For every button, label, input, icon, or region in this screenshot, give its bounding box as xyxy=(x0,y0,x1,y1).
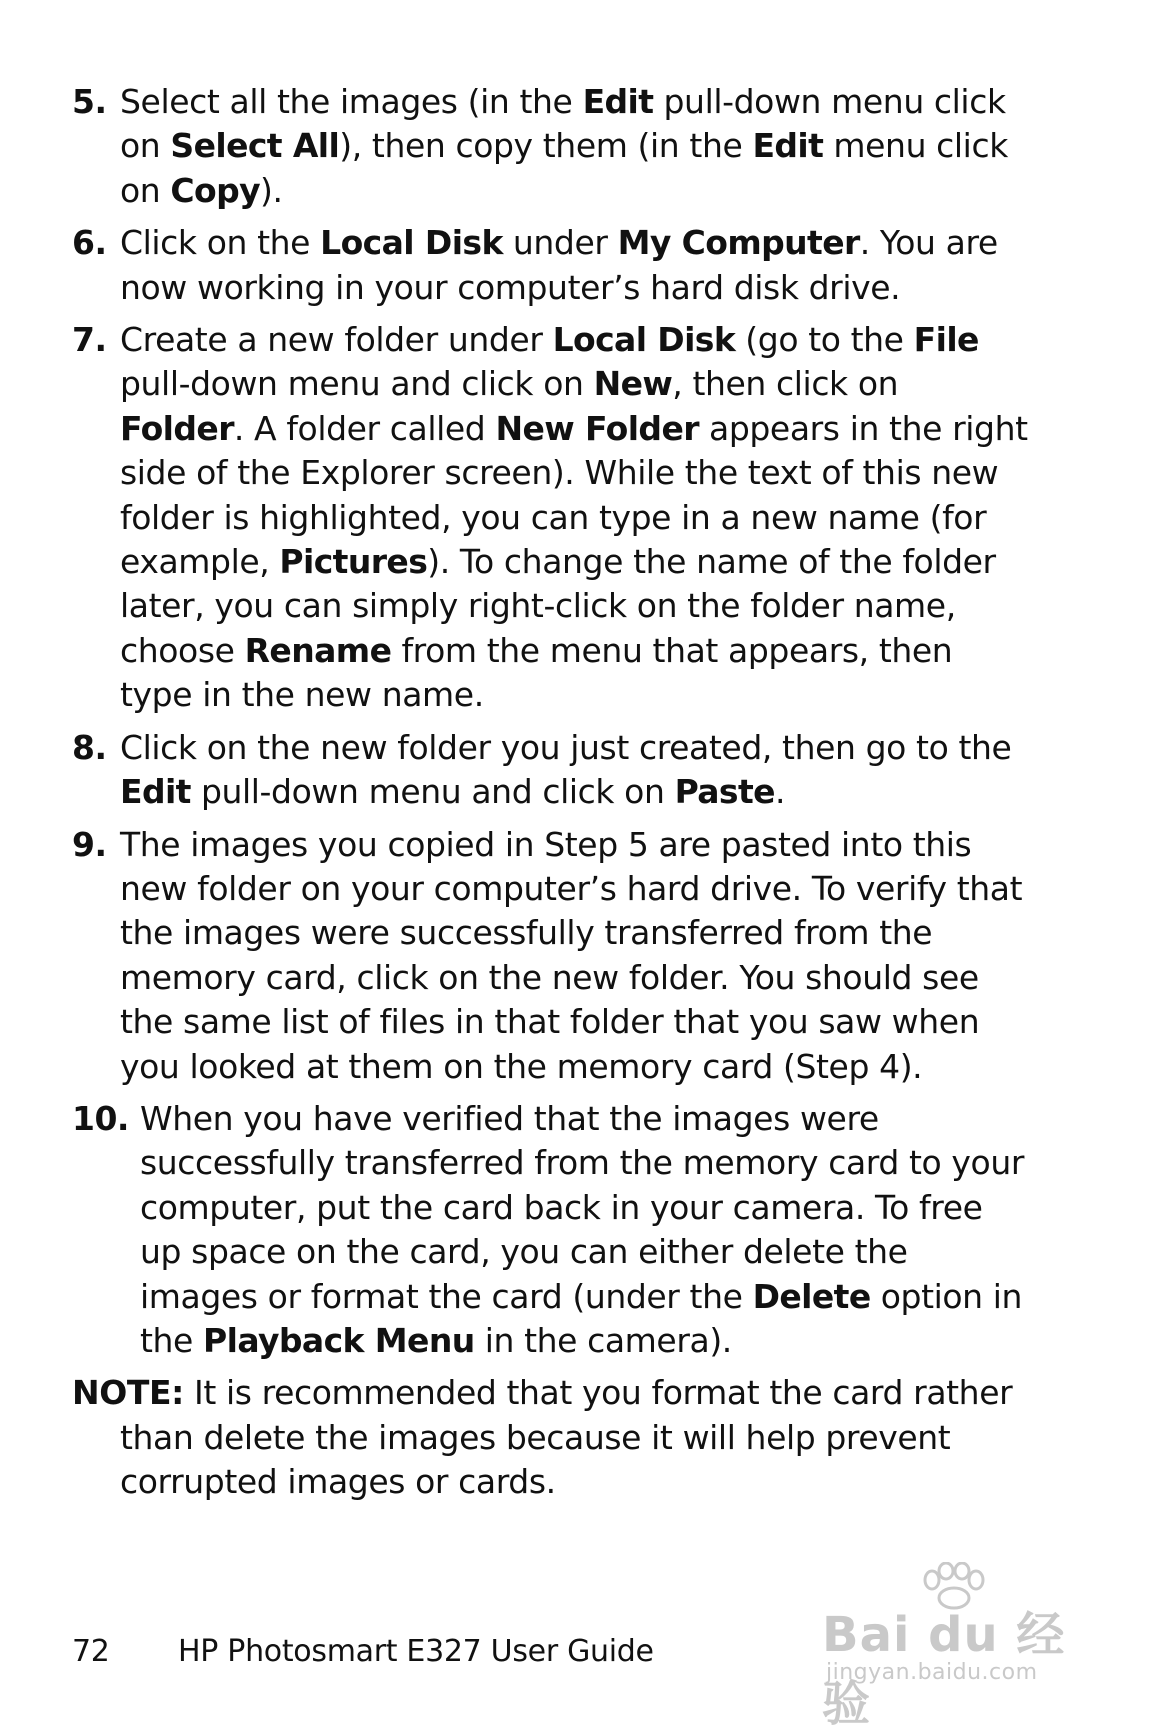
step-number: 5. xyxy=(72,82,107,121)
menu-term: Pictures xyxy=(279,542,428,582)
step-7 xyxy=(72,318,1032,718)
guide-title: HP Photosmart E327 User Guide xyxy=(178,1634,654,1669)
note xyxy=(72,1371,1032,1504)
step-number: 10. xyxy=(72,1098,129,1138)
note-label: NOTE: xyxy=(72,1373,184,1413)
menu-term: Rename xyxy=(244,630,392,670)
note-text: It is recommended that you format the card rather than delete the images because it will help prevent corrupted images or cards. xyxy=(120,1373,1013,1502)
menu-term: Copy xyxy=(170,170,261,210)
step-6 xyxy=(72,221,1032,310)
step-number: 8. xyxy=(72,727,107,767)
watermark-brand: Bai du 经验 xyxy=(822,1607,1066,1732)
instruction-steps xyxy=(72,80,1032,1505)
menu-term: Playback Menu xyxy=(203,1320,475,1360)
step-text: The images you copied in Step 5 are pasted into this new folder on your computer’s hard drive. To verify that the images were successfully transferred from the memory card, click on the new folder. You should see the same list of files in that folder that you saw when you looked at them on the memory card (Step 4). xyxy=(120,824,1023,1086)
menu-term: Folder xyxy=(120,408,234,448)
step-text: Create a new folder under Local Disk (go to the File pull-down menu and click on New, then click on Folder. A folder called New Folder appears in the right side of the Explorer screen). While the text of this new folder is highlighted, you can type in a new name (for example, Pictures). To change the name of the folder later, you can simply right-click on the folder name, choose Rename from the menu that appears, then type in the new name. xyxy=(120,320,1028,715)
step-10 xyxy=(72,1097,1032,1363)
step-number: 6. xyxy=(72,223,107,263)
menu-term: Paste xyxy=(674,772,775,812)
menu-term: Edit xyxy=(752,126,824,166)
baidu-watermark xyxy=(822,1562,1092,1732)
page-footer xyxy=(72,1634,654,1669)
step-text: Click on the Local Disk under My Computer. You are now working in your computer’s hard disk drive. xyxy=(120,223,998,307)
menu-term: Edit xyxy=(120,772,191,812)
step-9 xyxy=(72,823,1032,1089)
menu-term: Local Disk xyxy=(320,223,503,263)
step-5 xyxy=(72,80,1032,213)
step-8 xyxy=(72,726,1032,815)
step-text: Click on the new folder you just created, then go to the Edit pull-down menu and click on Paste. xyxy=(120,727,1012,812)
menu-term: File xyxy=(913,320,979,360)
step-number: 9. xyxy=(72,824,107,864)
step-number: 7. xyxy=(72,320,107,360)
menu-term: New xyxy=(593,364,673,404)
step-text: When you have verified that the images were successfully transferred from the memory card to your computer, put the card back in your camera. To free up space on the card, you can either delete the images or format the card (under the Delete option in the Playback Menu in the camera). xyxy=(140,1098,1025,1360)
menu-term: Local Disk xyxy=(552,320,736,360)
menu-term: Select All xyxy=(170,126,340,166)
step-text: Select all the images (in the Edit pull-down menu click on Select All), then copy them (in the Edit menu click on Copy). xyxy=(120,82,1008,210)
menu-term: New Folder xyxy=(495,408,699,448)
page-number: 72 xyxy=(72,1634,110,1669)
menu-term: My Computer xyxy=(617,223,860,263)
menu-term: Edit xyxy=(582,82,654,121)
watermark-url: jingyan.baidu.com xyxy=(826,1660,1038,1685)
menu-term: Delete xyxy=(752,1276,871,1316)
